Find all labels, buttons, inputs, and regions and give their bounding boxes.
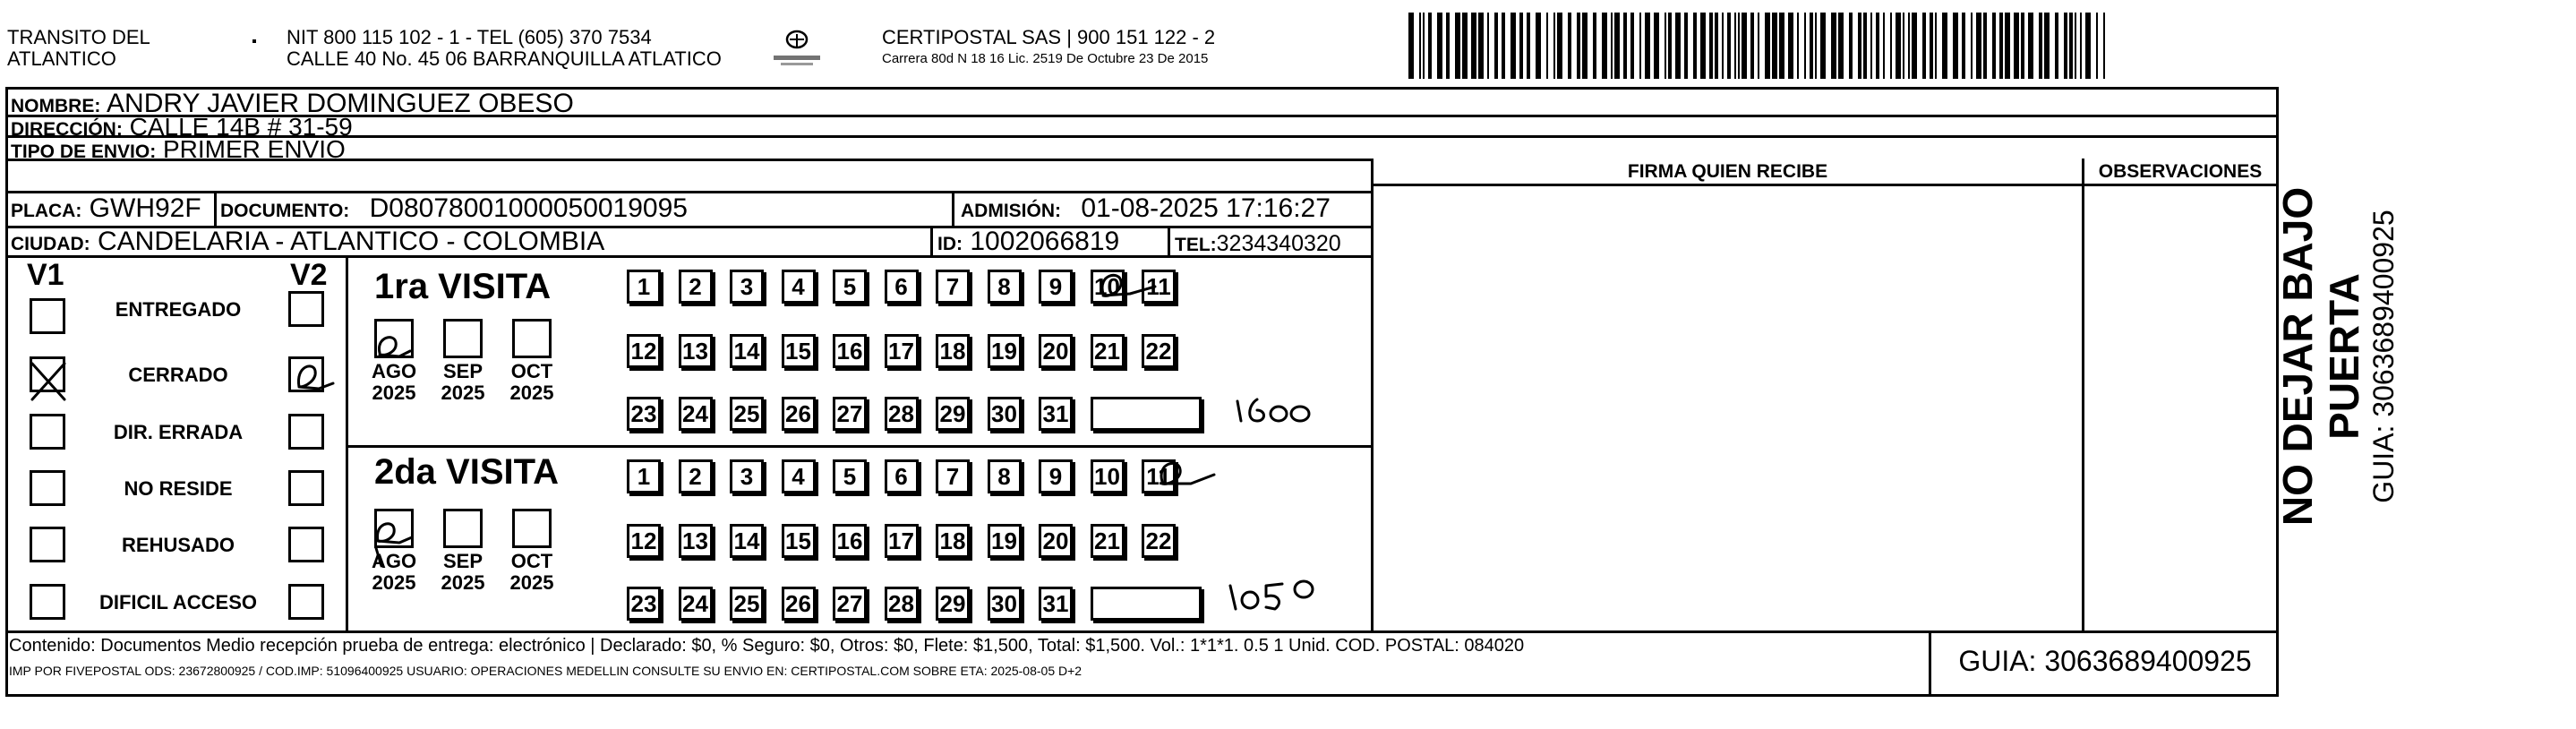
day-box[interactable]: 3 bbox=[730, 270, 764, 304]
day-box[interactable]: 30 bbox=[988, 587, 1022, 621]
v1-cerrado-check-mark bbox=[32, 364, 64, 399]
nombre-label: NOMBRE: bbox=[11, 96, 101, 116]
month-year: 2025 bbox=[509, 382, 554, 404]
day-box[interactable]: 3 bbox=[730, 459, 764, 493]
v2-cerrado-check-mark bbox=[298, 366, 333, 389]
day-box[interactable]: 22 bbox=[1142, 334, 1176, 368]
day-box[interactable]: 6 bbox=[885, 459, 919, 493]
day-box[interactable]: 23 bbox=[627, 587, 661, 621]
month-name: OCT bbox=[510, 360, 553, 382]
day-box[interactable]: 26 bbox=[782, 397, 816, 431]
option-label: DIR. ERRADA bbox=[113, 421, 244, 443]
option-label: CERRADO bbox=[128, 364, 228, 386]
day-box[interactable]: 12 bbox=[627, 524, 661, 558]
day-box[interactable]: 1 bbox=[627, 459, 661, 493]
placa-label: PLACA: bbox=[11, 201, 82, 221]
month-year: 2025 bbox=[509, 571, 554, 594]
day-box[interactable]: 20 bbox=[1039, 524, 1073, 558]
admision-value: 01-08-2025 17:16:27 bbox=[1081, 193, 1331, 223]
day-box[interactable]: 15 bbox=[782, 334, 816, 368]
sender-line-1: TRANSITO DEL bbox=[7, 26, 150, 48]
month-name: OCT bbox=[510, 550, 553, 572]
day-box[interactable]: 19 bbox=[988, 334, 1022, 368]
day-box[interactable]: 6 bbox=[885, 270, 919, 304]
documento-value: D08078001000050019095 bbox=[369, 193, 688, 223]
option-label: NO RESIDE bbox=[124, 477, 233, 500]
direccion-value: CALLE 14B # 31-59 bbox=[129, 113, 353, 141]
day-box[interactable]: 26 bbox=[782, 587, 816, 621]
footer-guia: GUIA: 3063689400925 bbox=[1958, 645, 2252, 677]
visit2-title: 2da VISITA bbox=[374, 452, 559, 492]
month-year: 2025 bbox=[441, 382, 485, 404]
day-box[interactable]: 18 bbox=[936, 524, 970, 558]
v2-header: V2 bbox=[290, 258, 328, 292]
day-box[interactable]: 16 bbox=[833, 334, 867, 368]
id-value: 1002066819 bbox=[970, 227, 1120, 256]
visit2-ago-mark bbox=[376, 524, 412, 566]
day-box[interactable]: 19 bbox=[988, 524, 1022, 558]
day-box[interactable]: 29 bbox=[936, 587, 970, 621]
carrier-name: CERTIPOSTAL SAS | 900 151 122 - 2 bbox=[882, 26, 1216, 48]
day-box[interactable]: 9 bbox=[1039, 459, 1073, 493]
day-box[interactable]: 21 bbox=[1091, 524, 1125, 558]
month-year: 2025 bbox=[372, 382, 416, 404]
day-box[interactable]: 2 bbox=[679, 270, 713, 304]
footer-contents: Contenido: Documentos Medio recepción prueba de entrega: electrónico | Declarado: $0, % Seguro: $0, Otros: $0, Flete: $1,500, Total: $1,500. Vol.: 1*1*1. 0.5 1 Unid. COD. POSTAL: 084020 bbox=[9, 636, 1525, 656]
visit1-day8-mark bbox=[1102, 275, 1155, 296]
day-box[interactable]: 8 bbox=[988, 459, 1022, 493]
sender-address: CALLE 40 No. 45 06 BARRANQUILLA ATLATICO bbox=[287, 47, 722, 70]
day-box[interactable]: 15 bbox=[782, 524, 816, 558]
side-guia: GUIA: 3063689400925 bbox=[2367, 210, 2400, 503]
day-box[interactable]: 8 bbox=[988, 270, 1022, 304]
day-box[interactable]: 11 bbox=[1142, 459, 1176, 493]
sender-line-2: ATLANTICO bbox=[7, 47, 116, 70]
day-box[interactable]: 22 bbox=[1142, 524, 1176, 558]
visit1-title: 1ra VISITA bbox=[374, 267, 552, 306]
day-box[interactable]: 23 bbox=[627, 397, 661, 431]
admision-label: ADMISIÓN: bbox=[961, 201, 1061, 221]
day-box[interactable]: 7 bbox=[936, 270, 970, 304]
ciudad-value: CANDELARIA - ATLANTICO - COLOMBIA bbox=[98, 227, 605, 256]
option-label: DIFICIL ACCESO bbox=[98, 591, 257, 613]
tel-label: TEL: bbox=[1175, 235, 1217, 255]
visit1-time-handwriting bbox=[1237, 399, 1309, 421]
day-box[interactable]: 30 bbox=[988, 397, 1022, 431]
day-box[interactable]: 5 bbox=[833, 459, 867, 493]
day-box[interactable]: 28 bbox=[885, 587, 919, 621]
month-name: AGO bbox=[371, 360, 417, 382]
month-name: SEP bbox=[442, 360, 484, 382]
firma-label: FIRMA QUIEN RECIBE bbox=[1627, 161, 1828, 182]
day-box[interactable]: 1 bbox=[627, 270, 661, 304]
day-box[interactable]: 9 bbox=[1039, 270, 1073, 304]
observaciones-label: OBSERVACIONES bbox=[2098, 161, 2263, 182]
v1-header: V1 bbox=[27, 258, 64, 292]
placa-value: GWH92F bbox=[89, 193, 201, 223]
visit2-time-handwriting bbox=[1230, 581, 1313, 609]
day-box[interactable]: 12 bbox=[627, 334, 661, 368]
tel-value: 3234340320 bbox=[1216, 231, 1341, 256]
day-box[interactable]: 7 bbox=[936, 459, 970, 493]
carrier-license: Carrera 80d N 18 16 Lic. 2519 De Octubre 23 De 2015 bbox=[882, 51, 1209, 66]
day-box[interactable]: 29 bbox=[936, 397, 970, 431]
day-box[interactable]: 11 bbox=[1142, 270, 1176, 304]
visit2-day9-mark bbox=[1161, 463, 1214, 484]
month-name: AGO bbox=[371, 550, 417, 572]
day-box[interactable]: 25 bbox=[730, 587, 764, 621]
day-box[interactable]: 14 bbox=[730, 334, 764, 368]
month-year: 2025 bbox=[372, 571, 416, 594]
nombre-value: ANDRY JAVIER DOMINGUEZ OBESO bbox=[107, 89, 574, 118]
option-label: REHUSADO bbox=[122, 534, 235, 556]
day-box[interactable]: 10 bbox=[1091, 459, 1125, 493]
day-box[interactable]: 14 bbox=[730, 524, 764, 558]
day-box[interactable]: 20 bbox=[1039, 334, 1073, 368]
visit1-ago-mark bbox=[379, 338, 410, 356]
tipo-label: TIPO DE ENVIO: bbox=[11, 142, 157, 162]
day-box[interactable]: 16 bbox=[833, 524, 867, 558]
day-box[interactable]: 10 bbox=[1091, 270, 1125, 304]
day-box[interactable]: 25 bbox=[730, 397, 764, 431]
footer-print-info: IMP POR FIVEPOSTAL ODS: 23672800925 / COD.IMP: 51096400925 USUARIO: OPERACIONES MEDELLIN CONSULTE SU ENVIO EN: CERTIPOSTAL.COM SOBRE ETA: 2025-08-05 D+2 bbox=[9, 664, 1083, 678]
day-box[interactable]: 21 bbox=[1091, 334, 1125, 368]
id-label: ID: bbox=[937, 234, 963, 254]
side-text bbox=[2274, 111, 2400, 602]
no-dejar-bajo-puerta: NO DEJAR BAJO PUERTA bbox=[2274, 186, 2367, 527]
day-box[interactable]: 5 bbox=[833, 270, 867, 304]
day-box[interactable]: 27 bbox=[833, 587, 867, 621]
documento-label: DOCUMENTO: bbox=[220, 201, 350, 221]
direccion-label: DIRECCIÓN: bbox=[11, 119, 123, 140]
day-box[interactable]: 28 bbox=[885, 397, 919, 431]
tipo-value: PRIMER ENVIO bbox=[162, 135, 346, 163]
option-label: ENTREGADO bbox=[115, 298, 242, 321]
day-box[interactable]: 13 bbox=[679, 524, 713, 558]
day-box[interactable]: 4 bbox=[782, 270, 816, 304]
ciudad-label: CIUDAD: bbox=[11, 234, 90, 254]
day-box[interactable]: 17 bbox=[885, 334, 919, 368]
day-box[interactable]: 13 bbox=[679, 334, 713, 368]
day-box[interactable]: 2 bbox=[679, 459, 713, 493]
day-box[interactable]: 17 bbox=[885, 524, 919, 558]
day-box[interactable]: 18 bbox=[936, 334, 970, 368]
day-box[interactable]: 24 bbox=[679, 587, 713, 621]
day-box[interactable]: 31 bbox=[1039, 397, 1073, 431]
day-box[interactable]: 31 bbox=[1039, 587, 1073, 621]
sender-nit: NIT 800 115 102 - 1 - TEL (605) 370 7534 bbox=[287, 26, 652, 48]
month-name: SEP bbox=[442, 550, 484, 572]
day-box[interactable]: 4 bbox=[782, 459, 816, 493]
day-box[interactable]: 24 bbox=[679, 397, 713, 431]
day-box[interactable]: 27 bbox=[833, 397, 867, 431]
month-year: 2025 bbox=[441, 571, 485, 594]
